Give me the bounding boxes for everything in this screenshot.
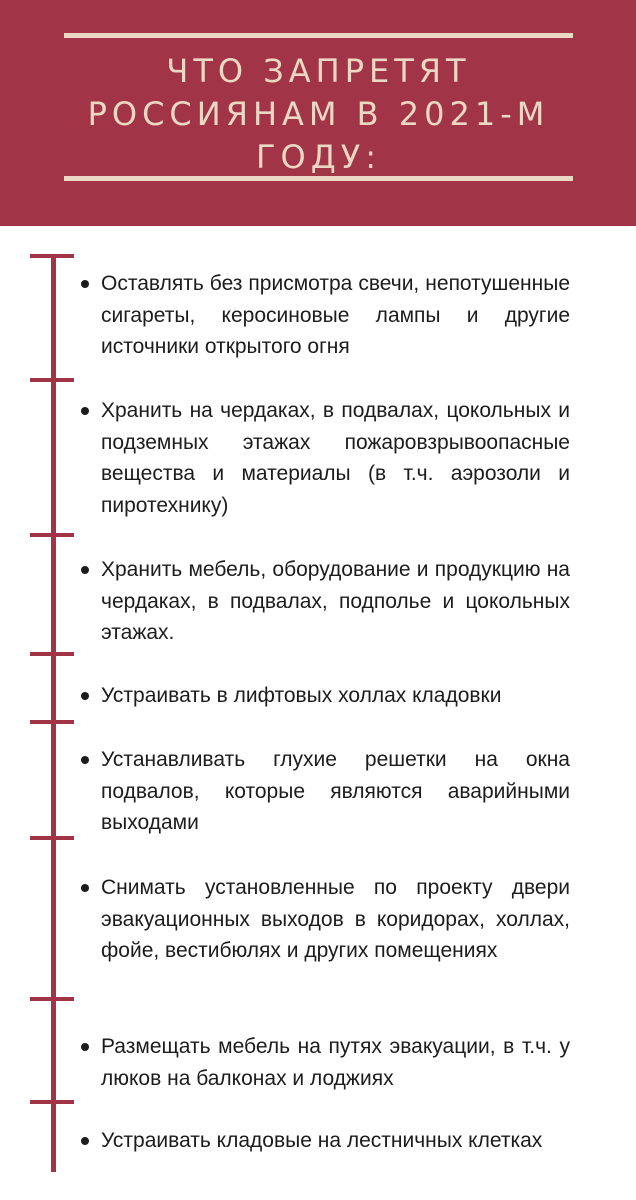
bullet-icon (81, 1137, 89, 1145)
page-title: ЧТО ЗАПРЕТЯТ РОССИЯНАМ В 2021-М ГОДУ: (87, 52, 550, 176)
list-item-text: Оставлять без присмотра свечи, непотушенные сигареты, керосиновые лампы и другие источники открытого огня (101, 272, 570, 358)
list-item-text: Устанавливать глухие решетки на окна подвалов, которые являются аварийными выходами (101, 748, 570, 834)
bullet-icon (81, 566, 89, 574)
list-item-text: Устраивать кладовые на лестничных клетках (101, 1129, 543, 1152)
bullet-icon (81, 280, 89, 288)
bullet-icon (81, 407, 89, 415)
list-item-text: Хранить мебель, оборудование и продукцию на чердаках, в подвалах, подполье и цокольных этажах. (101, 558, 570, 644)
bullet-icon (81, 884, 89, 892)
list-item-text: Снимать установленные по проекту двери эвакуационных выходов в коридорах, холлах, фойе, вестибюлях и других помещениях (101, 876, 570, 962)
bullet-icon (81, 756, 89, 764)
list-item-text: Размещать мебель на путях эвакуации, в т.ч. у люков на балконах и лоджиях (101, 1035, 570, 1090)
bullet-icon (81, 1043, 89, 1051)
list-item-text: Устраивать в лифтовых холлах кладовки (101, 684, 502, 707)
bullet-icon (81, 692, 89, 700)
list-item-text: Хранить на чердаках, в подвалах, цокольных и подземных этажах пожаровзрывоопасные вещества и материалы (в т.ч. аэрозоли и пиротехнику) (101, 399, 570, 517)
